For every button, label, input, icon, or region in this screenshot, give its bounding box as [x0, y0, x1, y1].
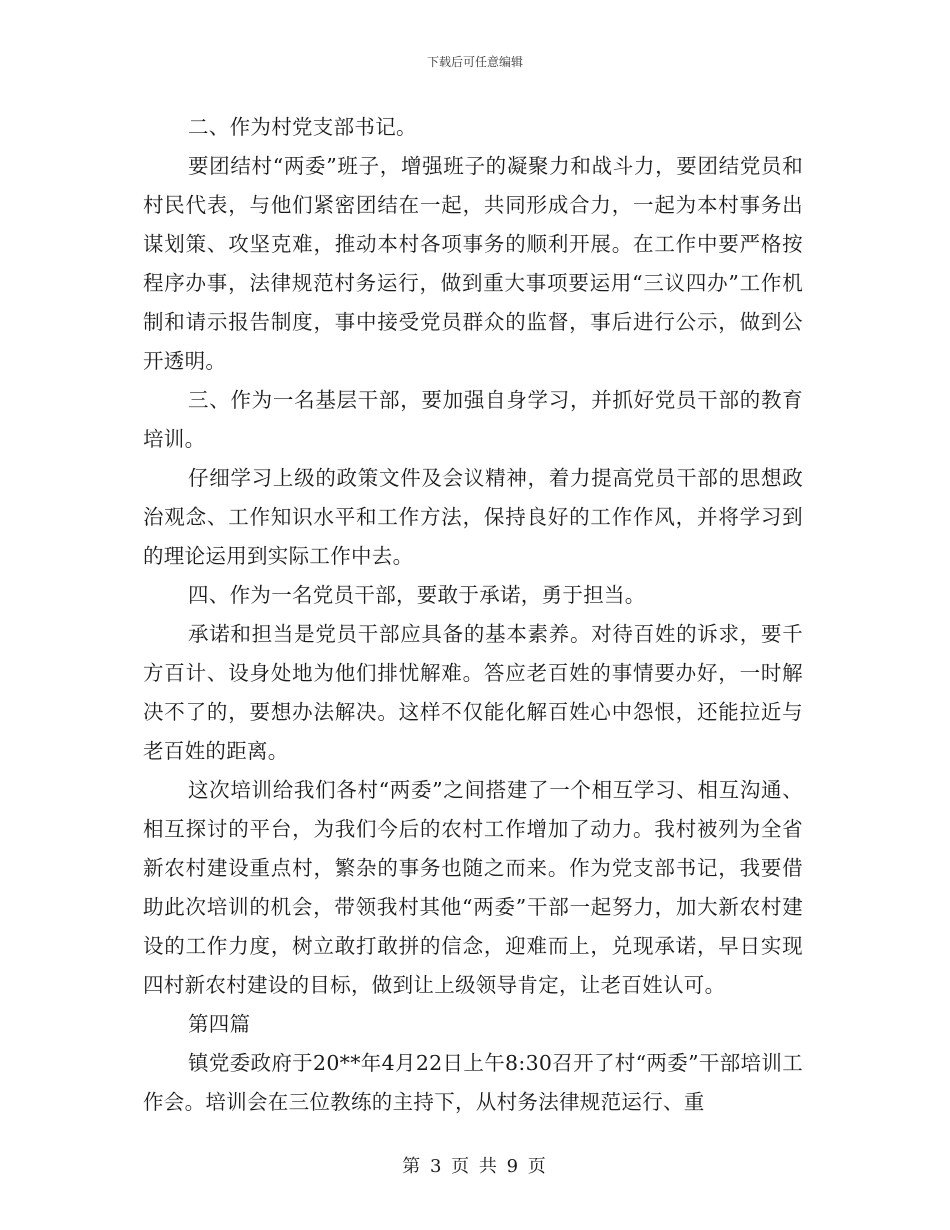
paragraph: 二、作为村党支部书记。: [188, 115, 417, 139]
document-body: [143, 108, 803, 1122]
paragraph: 仔细学习上级的政策文件及会议精神，着力提高党员干部的思想政治观念、工作知识水平和工作方法，保持良好的工作作风，并将学习到的理论运用到实际工作中去。: [143, 466, 803, 568]
paragraph: 这次培训给我们各村“两委”之间搭建了一个相互学习、相互沟通、相互探讨的平台，为我们今后的农村工作增加了动力。我村被列为全省新农村建设重点村，繁杂的事务也随之而来。作为党支部书记，我要借助此次培训的机会，带领我村其他“两委”干部一起努力，加大新农村建设的工作力度，树立敢打敢拼的信念，迎难而上，兑现承诺，早日实现四村新农村建设的目标，做到让上级领导肯定，让老百姓认可。: [143, 778, 803, 997]
paragraph: 承诺和担当是党员干部应具备的基本素养。对待百姓的诉求，要千方百计、设身处地为他们排忧解难。答应老百姓的事情要办好，一时解决不了的，要想办法解决。这样不仅能化解百姓心中怨恨，还能拉近与老百姓的距离。: [143, 622, 803, 763]
page-number: 第 3 页 共 9 页: [402, 1156, 548, 1177]
page-header: 下载后可任意编辑: [426, 55, 523, 69]
paragraph: 要团结村“两委”班子，增强班子的凝聚力和战斗力，要团结党员和村民代表，与他们紧密团结在一起，共同形成合力，一起为本村事务出谋划策、攻坚克难，推动本村各项事务的顺利开展。在工作中要严格按程序办事，法律规范村务运行，做到重大事项要运用“三议四办”工作机制和请示报告制度，事中接受党员群众的监督，事后进行公示，做到公开透明。: [143, 154, 803, 373]
paragraph: 镇党委政府于20**年4月22日上午8:30召开了村“两委”干部培训工作会。培训会在三位教练的主持下，从村务法律规范运行、重: [143, 1051, 803, 1114]
paragraph: 四、作为一名党员干部，要敢于承诺，勇于担当。: [188, 583, 646, 607]
paragraph: 三、作为一名基层干部，要加强自身学习，并抓好党员干部的教育培训。: [143, 388, 803, 451]
section-heading: 第四篇: [188, 1012, 251, 1036]
